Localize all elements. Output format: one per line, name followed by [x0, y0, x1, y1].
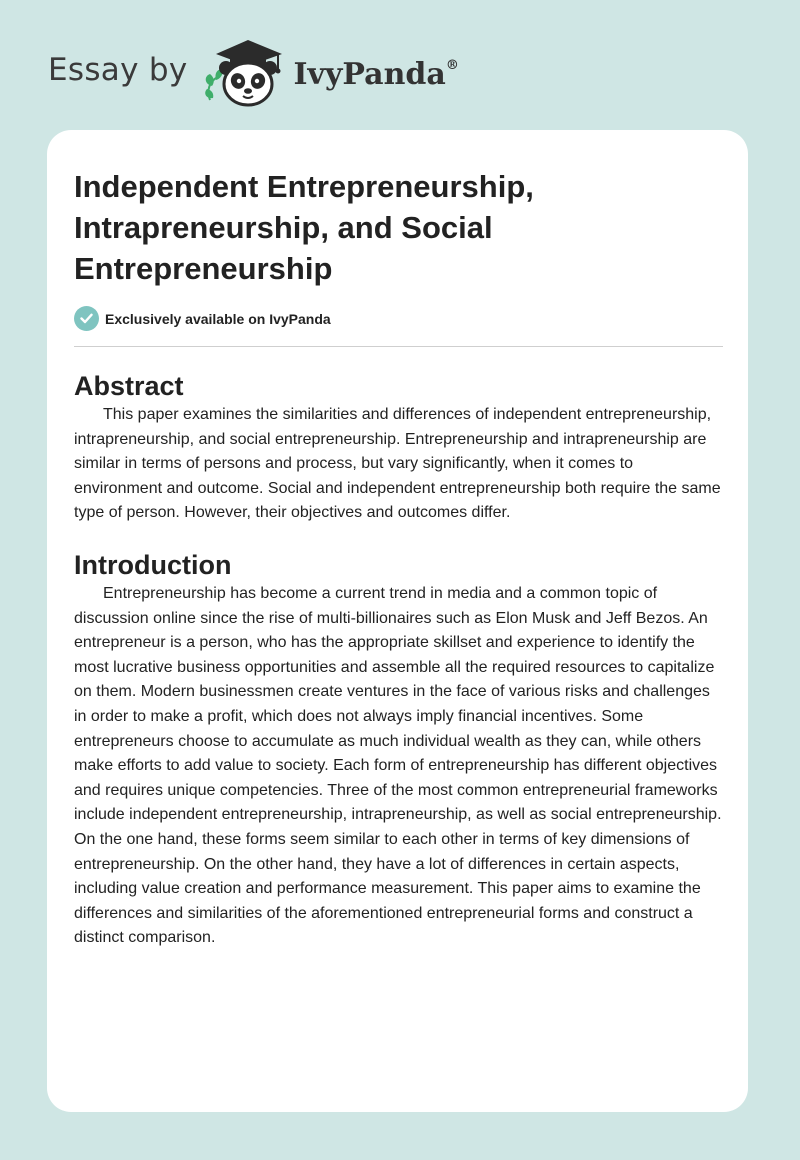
exclusive-badge — [74, 306, 723, 331]
essay-by-label: Essay by — [48, 52, 188, 88]
introduction-paragraph: Entrepreneurship has become a current trend in media and a common topic of discussion online since the rise of multi-billionaires such as Elon Musk and Jeff Bezos. An entrepreneur is a person, who has the appropriate skillset and experience to identify the most lucrative business opportunities and assemble all the required resources to capitalize on them. Modern businessmen create ventures in the face of various risks and challenges in order to make a profit, which does not always imply financial incentives. Some entrepreneurs choose to accumulate as much individual wealth as they can, while others make efforts to add value to society. Each form of entrepreneurship has different objectives and requires unique competencies. Three of the most common entrepreneurial frameworks include independent entrepreneurship, intrapreneurship, as well as social entrepreneurship. On the one hand, these forms seem similar to each other in terms of key dimensions of entrepreneurship. On the other hand, they have a lot of differences in certain aspects, including value creation and performance measurement. This paper aims to examine the differences and similarities of the aforementioned entrepreneurial forms and construct a distinct comparison. — [74, 584, 722, 947]
exclusive-label: Exclusively available on IvyPanda — [105, 310, 331, 327]
essay-title: Independent Entrepreneurship, Intrapreneurship, and Social Entrepreneurship — [74, 169, 534, 286]
divider — [74, 346, 723, 347]
abstract-paragraph: This paper examines the similarities and differences of independent entrepreneurship, intrapreneurship, and social entrepreneurship. Entrepreneurship and intrapreneurship are similar in terms of persons and process, but vary significantly, when it comes to environment and outcome. Social and independent entrepreneurship both require the same type of person. However, their objectives and outcomes differ. — [74, 406, 721, 522]
site-header — [48, 30, 459, 110]
brand-name: IvyPanda® — [293, 56, 459, 92]
essay-card — [47, 130, 748, 1112]
section-heading-abstract: Abstract — [74, 371, 184, 401]
check-icon — [74, 306, 99, 331]
ivypanda-logo-icon[interactable] — [202, 30, 288, 110]
section-heading-introduction: Introduction — [74, 549, 232, 580]
